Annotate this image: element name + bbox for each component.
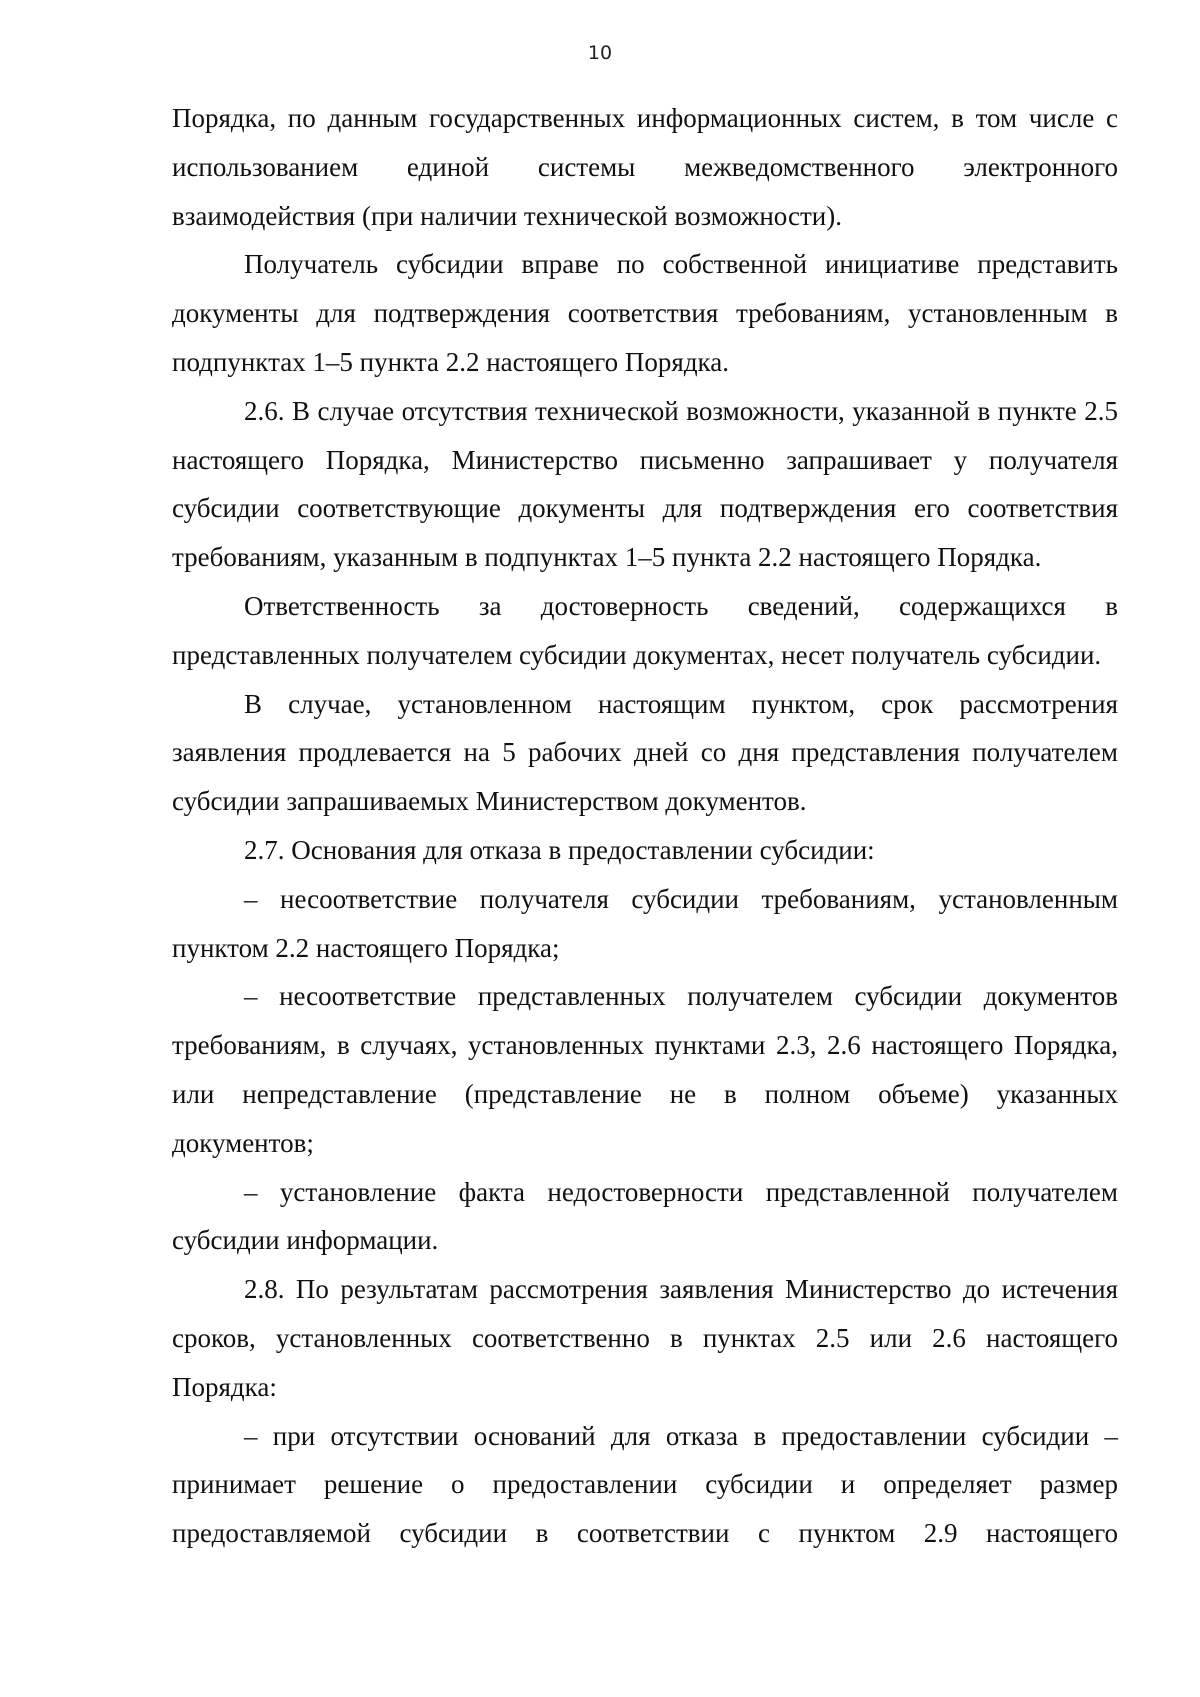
paragraph: – несоответствие представленных получателем субсидии документов требованиям, в случаях, установленных пунктами 2.3, 2.6 настоящего Порядка, или непредставление (представление не в полном объеме) указанных документов; <box>172 981 1118 1158</box>
paragraph: Порядка, по данным государственных информационных систем, в том числе с использованием единой системы межведомственного электронного взаимодействия (при наличии технической возможности). <box>172 103 1118 231</box>
paragraph: – несоответствие получателя субсидии требованиям, установленным пунктом 2.2 настоящего Порядка; <box>172 883 1118 963</box>
page-number: 10 <box>587 42 613 64</box>
paragraph: 2.7. Основания для отказа в предоставлении субсидии: <box>244 834 875 865</box>
paragraph: 2.6. В случае отсутствия технической возможности, указанной в пункте 2.5 настоящего Порядка, Министерство письменно запрашивает у получателя субсидии соответствующие документы для подтверждения его соответствия требованиям, указанным в подпунктах 1–5 пункта 2.2 настоящего Порядка. <box>172 395 1118 573</box>
paragraph: Получатель субсидии вправе по собственной инициативе представить документы для подтверждения соответствия требованиям, установленным в подпунктах 1–5 пункта 2.2 настоящего Порядка. <box>172 249 1118 377</box>
document-body <box>172 94 1118 1558</box>
paragraph: – установление факта недостоверности представленной получателем субсидии информации. <box>172 1176 1118 1256</box>
paragraph-continued: – при отсутствии оснований для отказа в предоставлении субсидии – принимает решение о предоставлении субсидии и определяет размер предоставляемой субсидии в соответствии с пунктом 2.9 настоящего <box>172 1420 1118 1549</box>
paragraph: 2.8. По результатам рассмотрения заявления Министерство до истечения сроков, установленных соответственно в пунктах 2.5 или 2.6 настоящего Порядка: <box>172 1274 1118 1402</box>
paragraph: Ответственность за достоверность сведений, содержащихся в представленных получателем субсидии документах, несет получатель субсидии. <box>172 590 1118 670</box>
paragraph: В случае, установленном настоящим пунктом, срок рассмотрения заявления продлевается на 5 рабочих дней со дня представления получателем субсидии запрашиваемых Министерством документов. <box>172 688 1118 817</box>
